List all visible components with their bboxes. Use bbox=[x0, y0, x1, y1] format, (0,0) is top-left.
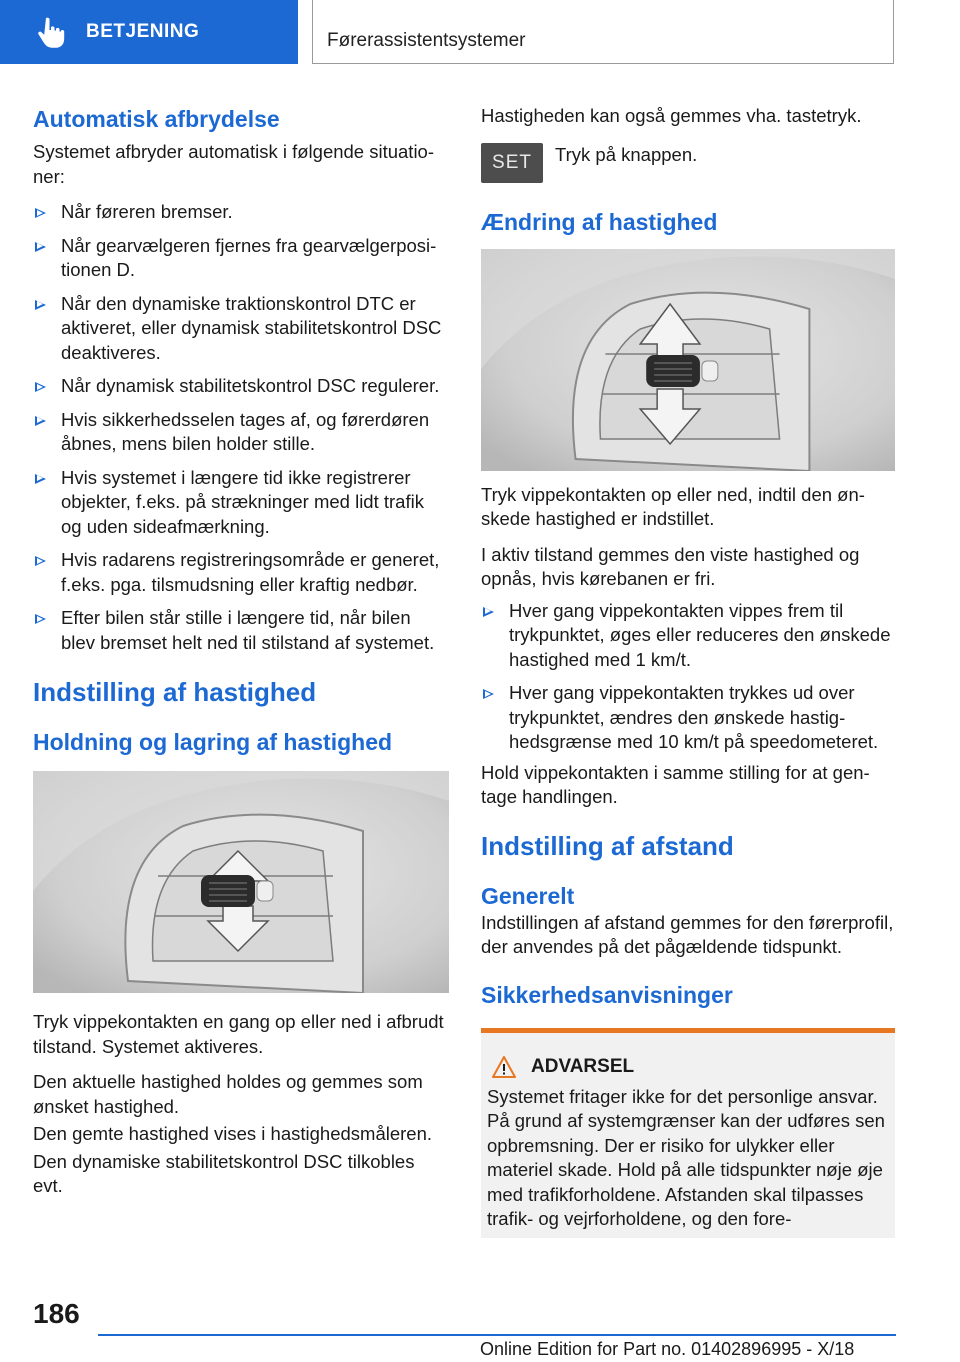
warning-title bbox=[487, 1055, 889, 1079]
steering-wheel-rocker-image-2 bbox=[481, 249, 895, 471]
heading-change-speed: Ændring af hastighed bbox=[481, 208, 718, 235]
chapter-title-box bbox=[312, 0, 894, 64]
page-number: 186 bbox=[33, 1298, 80, 1329]
paragraph-repeat: Hold vippekontakten i samme stilling for at gentage handlingen. bbox=[481, 761, 870, 807]
triangle-bullet-icon bbox=[35, 416, 46, 426]
list-item: Hvis systemet i længere tid ikke registrerer objekter, f.eks. på strækninger med lidt trafik og uden sideafmærkning. bbox=[33, 466, 449, 540]
heading-safety: Sikkerhedsanvisninger bbox=[481, 981, 733, 1008]
list-item: Når føreren bremser. bbox=[33, 200, 449, 225]
warning-title-text: ADVARSEL bbox=[531, 1055, 635, 1077]
triangle-bullet-icon bbox=[35, 556, 46, 566]
triangle-bullet-icon bbox=[35, 242, 46, 252]
right-column bbox=[481, 100, 895, 1238]
list-item: Når den dynamiske traktionskontrol DTC er aktiveret, eller dynamisk stabilitetskontrol DSC deaktiveres. bbox=[33, 292, 449, 366]
triangle-bullet-icon bbox=[35, 614, 46, 624]
list-item: Hvis sikkerhedsselen tages af, og førerdøren åbnes, mens bilen holder stille. bbox=[33, 408, 449, 457]
heading-hold-store-speed: Holdning og lagring af hastighed bbox=[33, 729, 393, 755]
paragraph-hold: Den aktuelle hastighed holdes og gemmes som ønsket hastighed. bbox=[33, 1071, 423, 1117]
list-item: Hvis radarens registreringsområde er generet, f.eks. pga. tilsmudsning eller kraftig nedbør. bbox=[33, 548, 449, 597]
warning-triangle-icon bbox=[491, 1055, 517, 1079]
paragraph-general: Indstillingen af afstand gemmes for den førerprofil, der anvendes på det pågældende tidspunkt. bbox=[481, 911, 894, 957]
warning-text: Systemet fritager ikke for det personlige ansvar. På grund af systemgrænser kan der udføres sen opbremsning. Der er risiko for ulykker eller materiel skade. Hold på alle tidspunkter nøje øje med trafikforholdene. Afstanden skal tilpasses trafik- og vejrforholdene, og den fore- bbox=[487, 1085, 885, 1229]
triangle-bullet-icon bbox=[483, 607, 494, 617]
chapter-title: Førerassistentsystemer bbox=[327, 30, 526, 51]
auto-intro: Systemet afbryder automatisk i følgende situationer: bbox=[33, 141, 435, 187]
left-column bbox=[33, 100, 449, 1199]
heading-distance-setting: Indstilling af afstand bbox=[481, 830, 734, 861]
triangle-bullet-icon bbox=[483, 689, 494, 699]
set-button: SET bbox=[481, 143, 543, 183]
heading-general: Generelt bbox=[481, 882, 575, 909]
section-tab-label: BETJENING bbox=[86, 21, 200, 42]
triangle-bullet-icon bbox=[35, 208, 46, 218]
warning-box bbox=[481, 1028, 895, 1238]
list-item: Hver gang vippekontakten trykkes ud over trykpunktet, ændres den ønskede hastighedsgrænse med 10 km/t på speedometeret. bbox=[481, 681, 895, 755]
steering-wheel-rocker-image bbox=[33, 771, 449, 993]
list-item: Efter bilen står stille i længere tid, når bilen blev bremset helt ned til stilstand af systemet. bbox=[33, 606, 449, 655]
triangle-bullet-icon bbox=[35, 382, 46, 392]
paragraph-active: I aktiv tilstand gemmes den viste hastighed og opnås, hvis kørebanen er fri. bbox=[481, 543, 860, 589]
paragraph-activate: Tryk vippekontakten en gang op eller ned i afbrudt tilstand. Systemet aktiveres. bbox=[33, 1011, 444, 1057]
set-button-text: Tryk på knappen. bbox=[555, 143, 698, 165]
change-list bbox=[481, 599, 895, 755]
hand-pointer-icon bbox=[34, 15, 68, 49]
list-item: Når dynamisk stabilitetskontrol DSC regulerer. bbox=[33, 374, 449, 399]
footer-divider bbox=[98, 1334, 896, 1336]
section-tab[interactable] bbox=[0, 0, 298, 64]
paragraph-rocker: Tryk vippekontakten op eller ned, indtil den ønskede hastighed er indstillet. bbox=[481, 483, 865, 529]
paragraph-key-press: Hastigheden kan også gemmes vha. tastetryk. bbox=[481, 105, 862, 126]
triangle-bullet-icon bbox=[35, 474, 46, 484]
list-item: Hver gang vippekontakten vippes frem til trykpunktet, øges eller reduceres den ønskede hastighed med 1 km/t. bbox=[481, 599, 895, 673]
set-button-row bbox=[481, 143, 895, 183]
auto-list bbox=[33, 200, 449, 655]
list-item: Når gearvælgeren fjernes fra gearvælgerpositionen D. bbox=[33, 234, 449, 283]
paragraph-display: Den gemte hastighed vises i hastighedsmåleren. bbox=[33, 1123, 433, 1144]
paragraph-dsc: Den dynamiske stabilitetskontrol DSC tilkobles evt. bbox=[33, 1150, 415, 1196]
heading-automatic-cutoff: Automatisk afbrydelse bbox=[33, 106, 280, 132]
heading-speed-setting: Indstilling af hastighed bbox=[33, 677, 317, 707]
footer-edition: Online Edition for Part no. 01402896995 - X/18 bbox=[480, 1339, 855, 1359]
triangle-bullet-icon bbox=[35, 300, 46, 310]
